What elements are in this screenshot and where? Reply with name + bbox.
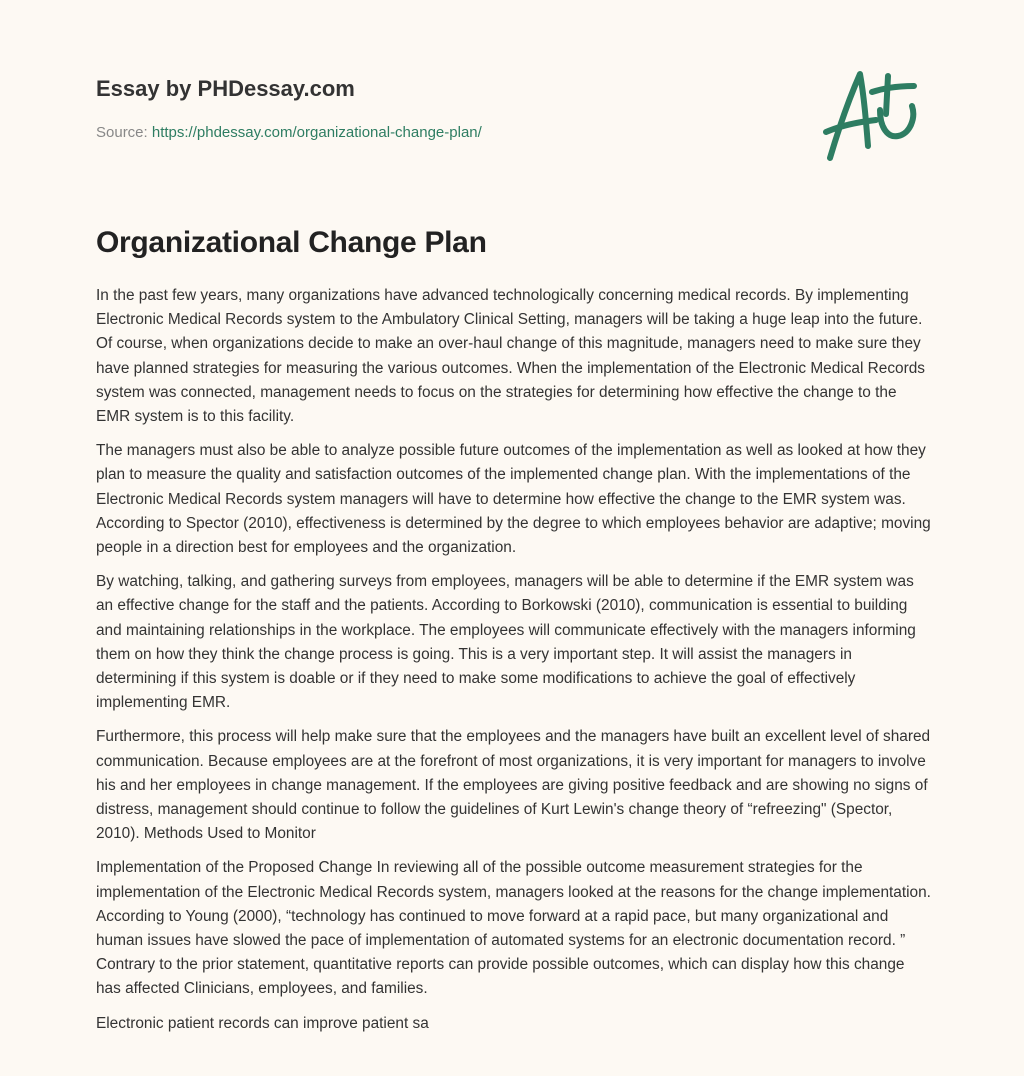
paragraph: The managers must also be able to analyze possible future outcomes of the implementation as well as looked at how they plan to measure the quality and satisfaction outcomes of the implemented change plan. With the implementations of the Electronic Medical Records system managers will have to determine how effective the change to the EMR system was. According to Spector (2010), effectiveness is determined by the degree to which employees behavior are adaptive; moving people in a direction best for employees and the organization.: [96, 442, 931, 557]
source-label: Source:: [96, 124, 148, 141]
essay-body: [96, 284, 932, 1046]
paragraph: In the past few years, many organizations have advanced technologically concerning medical records. By implementing Electronic Medical Records system to the Ambulatory Clinical Setting, managers will be taking a huge leap into the future. Of course, when organizations decide to make an over-haul change of this magnitude, managers need to make sure they have planned strategies for measuring the various outcomes. When the implementation of the Electronic Medical Records system was connected, management needs to focus on the strategies for determining how effective the change to the EMR system is to this facility.: [96, 287, 925, 426]
source-line: [96, 124, 482, 141]
paragraph: Furthermore, this process will help make sure that the employees and the managers have built an excellent level of shared communication. Because employees are at the forefront of most organizations, it is very important for managers to involve his and her employees in change management. If the employees are giving positive feedback and are showing no signs of distress, management should continue to follow the guidelines of Kurt Lewin's change theory of “refreezing" (Spector, 2010). Methods Used to Monitor: [96, 728, 931, 843]
a-plus-logo-icon: [818, 66, 928, 166]
site-brand: Essay by PHDessay.com: [96, 76, 355, 101]
paragraph: Implementation of the Proposed Change In reviewing all of the possible outcome measurement strategies for the implementation of the Electronic Medical Records system, managers looked at the reasons for the change implementation. According to Young (2000), “technology has continued to move forward at a rapid pace, but many organizational and human issues have slowed the pace of implementation of automated systems for an electronic documentation record. ” Contrary to the prior statement, quantitative reports can provide possible outcomes, which can display how this change has affected Clinicians, employees, and families.: [96, 859, 931, 998]
page-title: Organizational Change Plan: [96, 226, 487, 259]
source-link[interactable]: https://phdessay.com/organizational-change-plan/: [151, 124, 482, 141]
paragraph: By watching, talking, and gathering surveys from employees, managers will be able to determine if the EMR system was an effective change for the staff and the patients. According to Borkowski (2010), communication is essential to building and maintaining relationships in the workplace. The employees will communicate effectively with the managers informing them on how they think the change process is going. This is a very important step. It will assist the managers in determining if this system is doable or if they need to make some modifications to achieve the goal of effectively implementing EMR.: [96, 573, 916, 712]
paragraph: Electronic patient records can improve patient sa: [96, 1014, 429, 1032]
